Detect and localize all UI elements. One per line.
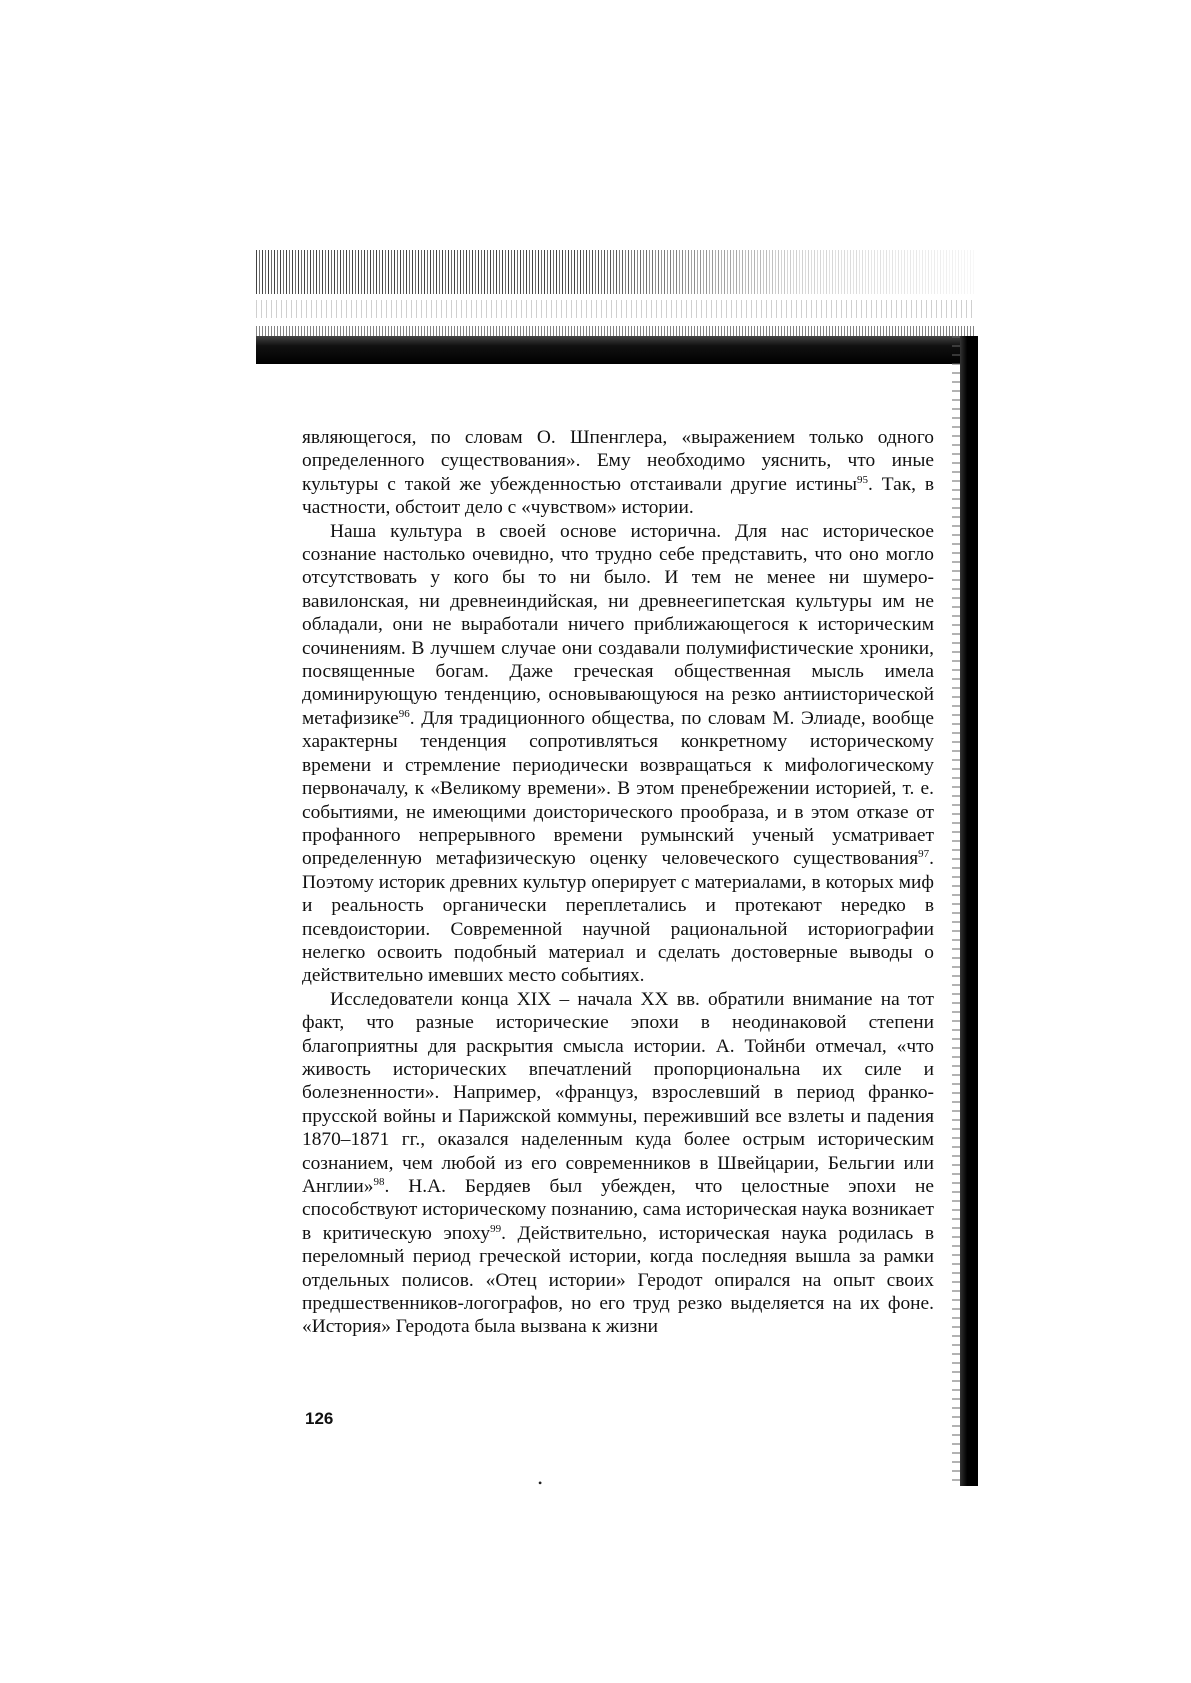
paragraph (302, 988, 934, 1339)
paragraph (302, 520, 934, 988)
text-run: Исследователи конца XIX – начала XX вв. обратили внимание на тот факт, что разные исторические эпохи в неодинаковой степени благоприятны для раскрытия смысла истории. А. Тойнби отмечал, «что живость исторических впечатлений пропорциональна их силе и болезненности». Например, «француз, взрослевший в период франко-прусской войны и Парижской коммуны, переживший все взлеты и падения 1870–1871 гг., оказался наделенным куда более острым историческим сознанием, чем любой из его современников в Швейцарии, Бельгии или Англии» (302, 988, 934, 1197)
scan-shadow-right-bar (960, 336, 978, 1486)
footnote-ref: 99 (490, 1222, 502, 1235)
text-run: . Для традиционного общества, по словам М. Элиаде, вообще характерны тенденция сопротивляться конкретному историческому времени и стремление периодически возвращаться к мифологическому первоначалу, к «Великому времени». В этом пренебрежении историей, т. е. событиями, не имеющими доисторического прообраза, и в этом отказе от профанного непрерывного времени румынский ученый усматривает определенную метафизическую оценку человеческого существования (302, 707, 934, 870)
scan-artifact-top (256, 250, 976, 294)
scan-artifact-streak (256, 300, 976, 318)
scan-shadow-top-bar (256, 336, 976, 364)
text-run: . Так, в частности, обстоит дело с «чувством» истории. (302, 473, 935, 519)
paragraph (302, 426, 934, 520)
page-number: 126 (305, 1409, 334, 1428)
text-run: Наша культура в своей основе исторична. Для нас историческое сознание настолько очевидно, что трудно себе представить, что оно могло отсутствовать у кого бы то ни было. И тем не менее ни шумеро-вавилонская, ни древнеиндийская, ни древнеегипетская культуры им не обладали, они не выработали ничего приближающегося к историческим сочинениям. В лучшем случае они создавали полумифистические хроники, посвященные богам. Даже греческая общественная мысль имела доминирующую тенденцию, основывающуюся на резко антиисторической метафизике (302, 520, 934, 729)
scan-speck: • (538, 1476, 543, 1490)
footnote-ref: 95 (857, 473, 868, 486)
footnote-ref: 98 (373, 1176, 385, 1188)
text-run: . Действительно, историческая наука родилась в переломный период греческой истории, когда последняя вышла за рамки отдельных полисов. «Отец истории» Геродот опирался на опыт своих предшественников-логографов, но его труд резко выделяется на их фоне. «История» Геродота была вызвана к жизни (302, 1222, 934, 1338)
footnote-ref: 97 (918, 848, 930, 861)
body-text (302, 426, 934, 1339)
text-run: являющегося, по словам О. Шпенглера, «выражением только одного определенного существования». Ему необходимо уяснить, что иные культуры с такой же убежденностью отстаивали другие истины (302, 427, 934, 495)
footnote-ref: 96 (398, 707, 410, 720)
text-run: . Поэтому историк древних культур оперирует с материалами, в которых миф и реальность органически переплетались и протекают нередко в псевдоистории. Современной научной рациональной историографии нелегко освоить подобный материал и сделать достоверные выводы о действительно имевших место событиях. (302, 848, 934, 987)
text-run: . Н.А. Бердяев был убежден, что целостные эпохи не способствуют историческому познанию, сама историческая наука возникает в критическую эпоху (302, 1176, 934, 1244)
